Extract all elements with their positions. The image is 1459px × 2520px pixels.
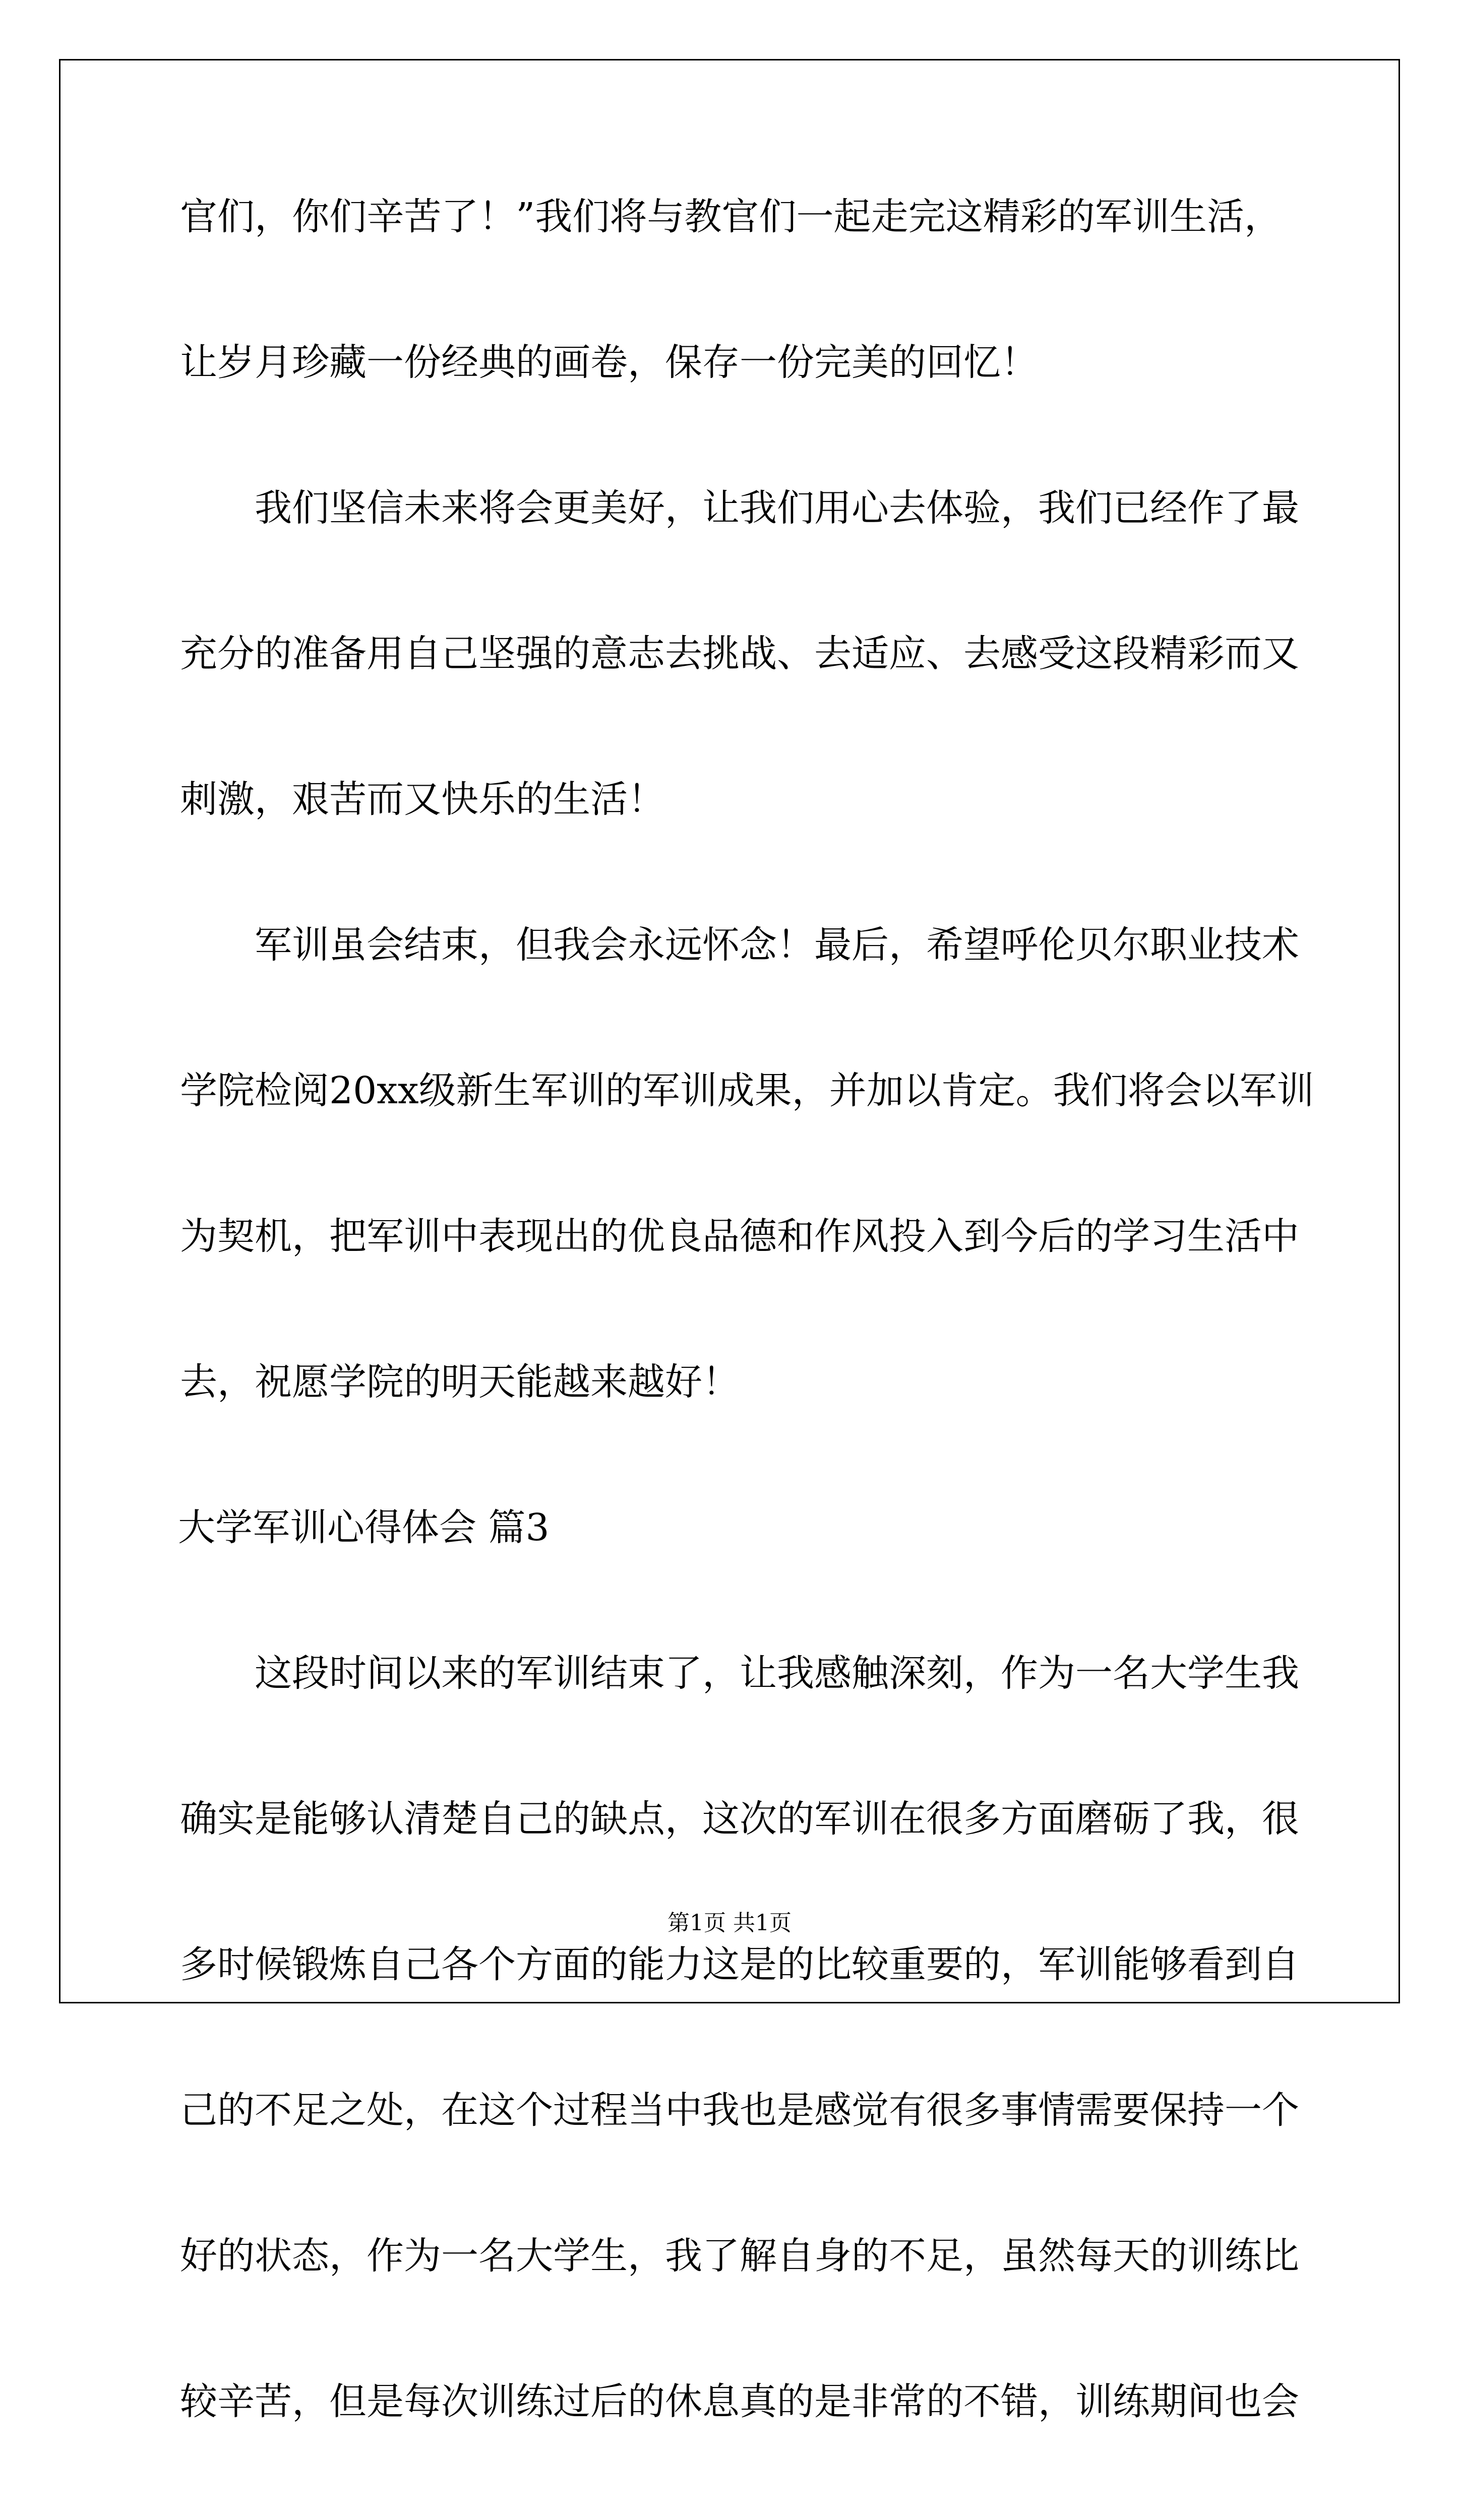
section-heading: 大学军训心得体会 篇3: [178, 1506, 550, 1549]
paragraph-line: 好的状态，作为一名大学生，我了解自身的不足，虽然每天的训练比: [180, 2234, 1299, 2278]
paragraph-line: 官们，你们辛苦了！”我们将与教官们一起走完这精彩的军训生活，: [180, 195, 1282, 238]
paragraph-line: 充分的准备用自己坚强的意志去挑战、去适应、去感受这段精彩而又: [180, 632, 1299, 675]
paragraph-line: 学院检阅20xx级新生军训的军训成果，并加以肯定。我们将会以军训: [180, 1069, 1314, 1112]
document-body: [178, 195, 1314, 2520]
paragraph-line: 确实是能够认清楚自己的缺点，这次的军训在很多方面磨砺了我，很: [180, 1797, 1299, 1841]
paragraph-line: 去，祝愿学院的明天能越来越好！: [180, 1360, 740, 1404]
paragraph-line: 较辛苦，但是每次训练过后的休息真的是非常的不错，训练期间也会: [180, 2380, 1299, 2423]
paragraph-line: 我们坚信未来将会更美好，让我们用心去体验，我们已经作了最: [255, 486, 1299, 530]
paragraph-line: 刺激，艰苦而又快乐的生活！: [180, 778, 665, 821]
paragraph-line: 为契机，把军训中表现出的优良品德和作风投入到今后的学习生活中: [180, 1215, 1299, 1258]
paragraph-line: 多时候锻炼自己各个方面的能力这是的比较重要的，军训能够看到自: [180, 1943, 1299, 1986]
paragraph-line: 这段时间以来的军训结束了，让我感触深刻，作为一名大学生我: [255, 1652, 1299, 1695]
page-footer: 第1页 共1页: [667, 1910, 792, 1936]
paragraph-line: 己的不足之处，在这个过程当中我也是感觉有很多事情需要保持一个: [180, 2089, 1299, 2132]
paragraph-line: 让岁月珍藏一份经典的画卷，保存一份完美的回忆！: [180, 341, 1038, 384]
paragraph-line: 军训虽会结束，但我会永远怀念！最后，希望呼伦贝尔职业技术: [255, 923, 1299, 967]
